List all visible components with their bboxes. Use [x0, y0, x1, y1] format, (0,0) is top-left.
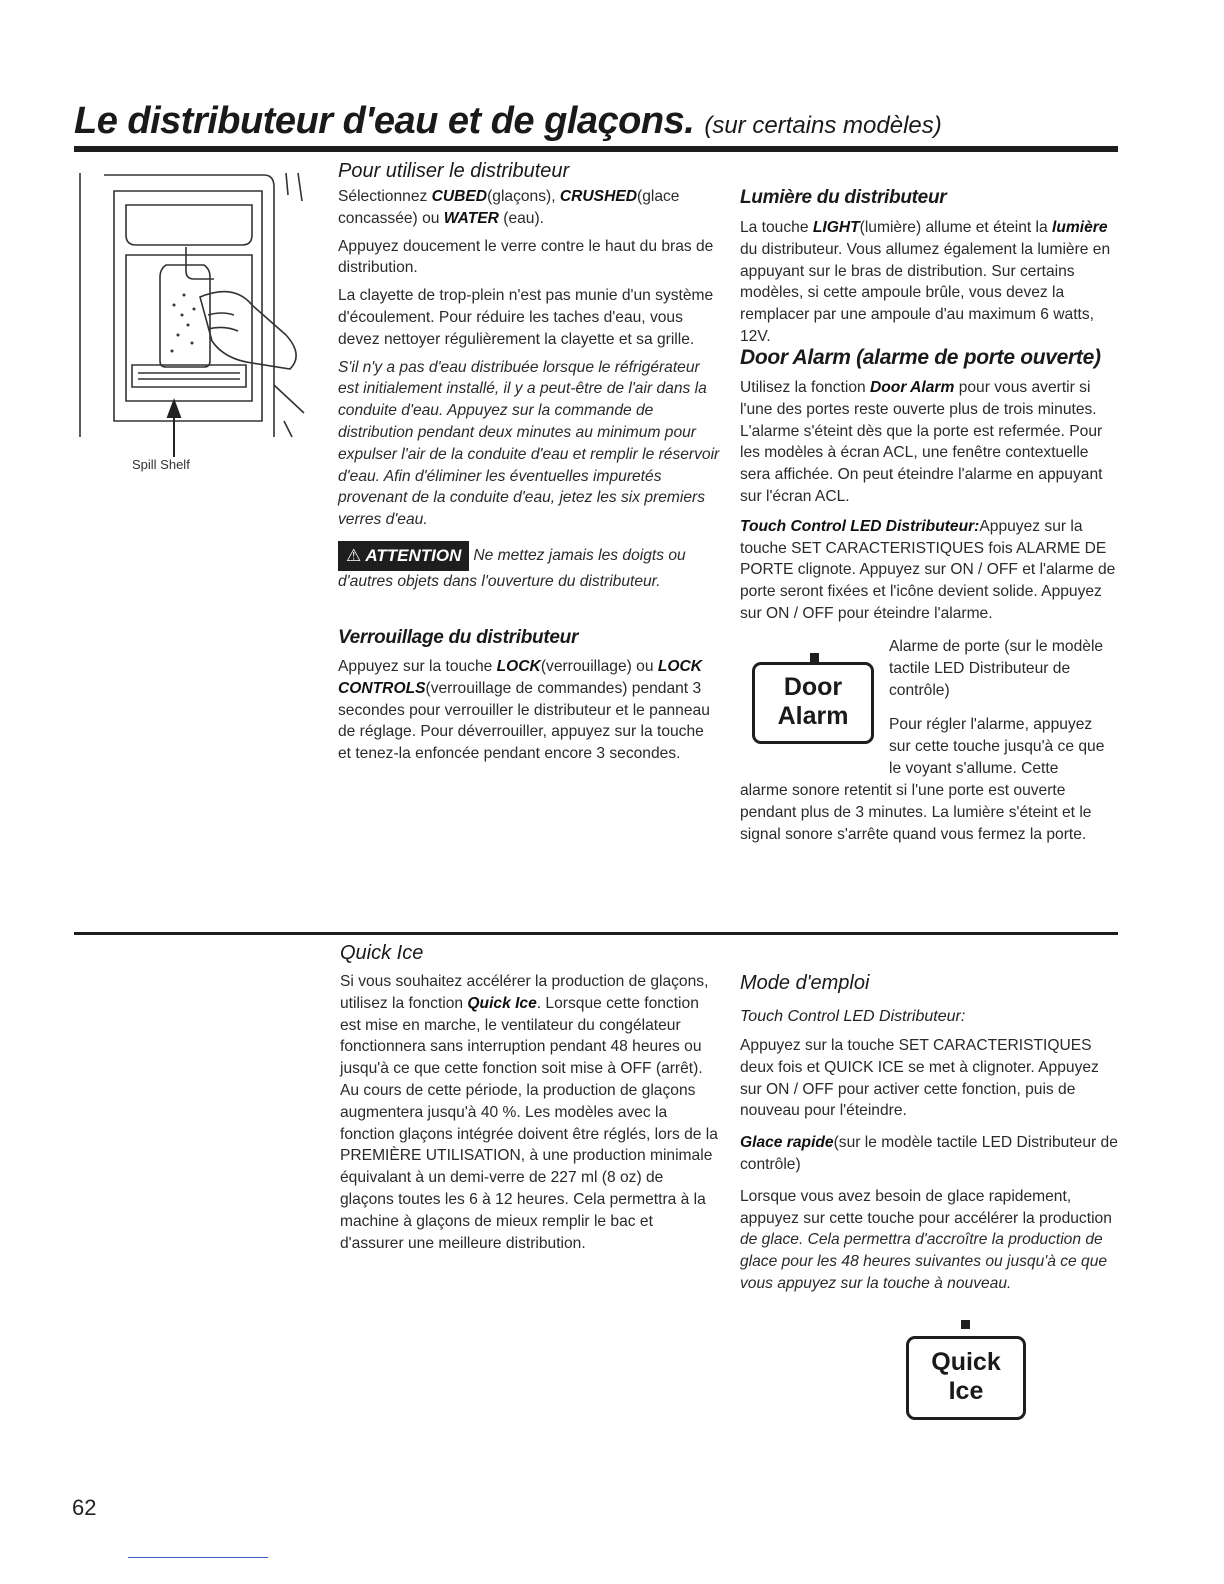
quick-ice-key-line1: Quick — [931, 1348, 1001, 1376]
mode-paragraph-2: Glace rapide(sur le modèle tactile LED Distributeur de contrôle) — [740, 1134, 1118, 1173]
alarm-paragraph-2: Touch Control LED Distributeur:Appuyez sur la touche SET CARACTERISTIQUES fois ALARME DE PORTE clignote. Appuyez sur ON / OFF et l'alarme de porte seront fixées et l'icône devient solide. Appuyez sur ON / OFF pour éteindre l'alarme. — [740, 517, 1116, 622]
door-alarm-indicator — [810, 653, 819, 662]
use-paragraph-2: Appuyez doucement le verre contre le haut du bras de distribution. — [338, 237, 714, 277]
header-rule — [74, 146, 1118, 152]
section-alarm-body — [740, 377, 1116, 631]
mode-paragraph-1: Appuyez sur la touche SET CARACTERISTIQUES deux fois et QUICK ICE se met à clignoter. Appuyez sur ON / OFF pour activer cette fonction, puis de nouveau pour l'éteindre. — [740, 1037, 1099, 1120]
section-heading-light: Lumière du distributeur — [740, 187, 947, 208]
section-rule — [74, 932, 1118, 935]
quick-paragraph-1: Si vous souhaitez accélérer la production de glaçons, utilisez la fonction Quick Ice. Lorsque cette fonction est mise en marche, le ventilateur du congélateur fonctionnera sans interruption pendant 48 heures ou jusqu'à ce que cette fonction soit mise à OFF (arrêt). — [340, 973, 709, 1078]
figure-caption: Spill Shelf — [132, 457, 190, 472]
footer-line — [128, 1557, 268, 1558]
section-heading-use: Pour utiliser le distributeur — [338, 160, 570, 182]
mode-paragraph-3: Lorsque vous avez besoin de glace rapidement, appuyez sur cette touche pour accélérer la production de glace. Cela permettra d'accroître la production de glace pour les 48 heures suivantes ou jusqu'à ce que vous appuyez sur la touche à nouveau. — [740, 1187, 1112, 1292]
use-paragraph-4: S'il n'y a pas d'eau distribuée lorsque le réfrigérateur est initialement installé, il y a peut-être de l'air dans la conduite d'eau. Appuyez sur la commande de distribution pendant deux minutes au minimum pour expulser l'air de la conduite d'eau et remplir le réservoir d'eau. Afin d'éliminer les éventuelles impuretés provenant de la conduite d'eau, jetez les six premiers verres d'eau. — [338, 358, 720, 529]
page-number: 62 — [72, 1495, 97, 1520]
door-alarm-key[interactable] — [752, 662, 874, 744]
page-subtitle: (sur certains modèles) — [704, 112, 942, 139]
door-alarm-key-line2: Alarm — [777, 702, 849, 730]
section-heading-lock: Verrouillage du distributeur — [338, 627, 579, 648]
section-heading-door-alarm: Door Alarm (alarme de porte ouverte) — [740, 346, 1101, 369]
mode-subheading: Touch Control LED Distributeur: — [740, 1008, 966, 1025]
section-mode-body — [740, 1035, 1118, 1301]
door-alarm-key-line1: Door — [783, 673, 843, 701]
section-use-body — [338, 186, 720, 599]
attention-badge: ⚠ ATTENTION — [338, 541, 469, 571]
attention-note: ⚠ ATTENTION Ne mettez jamais les doigts ou d'autres objets dans l'ouverture du distributeur. — [338, 541, 720, 593]
section-lock-body — [338, 656, 720, 771]
page-title-text: Le distributeur d'eau et de glaçons. — [74, 100, 695, 142]
section-quick-body — [340, 971, 718, 1260]
lock-paragraph: Appuyez sur la touche LOCK(verrouillage) ou LOCK CONTROLS(verrouillage de commandes) pendant 3 secondes pour verrouiller le distributeur et le panneau de réglage. Pour déverrouiller, appuyez sur la touche et tenez-la enfoncée pendant encore 3 secondes. — [338, 658, 710, 763]
door-alarm-instructions: Pour régler l'alarme, appuyez sur cette touche jusqu'à ce que le voyant s'allume. Cette — [889, 716, 1105, 777]
light-paragraph: La touche LIGHT(lumière) allume et éteint la lumière du distributeur. Vous allumez également la lumière en appuyant sur le bras de distribution. Sur certains modèles, si cette ampoule brûle, vous devez la remplacer par une ampoule d'au maximum 6 watts, 12V. — [740, 219, 1111, 345]
page-title — [74, 100, 942, 143]
dispenser-illustration — [74, 165, 314, 475]
use-paragraph-3: La clayette de trop-plein n'est pas munie d'un système d'écoulement. Pour réduire les taches d'eau, vous devez nettoyer régulièrement la clayette et sa grille. — [338, 287, 714, 348]
dispenser-drawing — [74, 165, 314, 475]
door-alarm-note: Alarme de porte (sur le modèle tactile LED Distributeur de contrôle) — [889, 638, 1104, 699]
section-heading-quick-ice: Quick Ice — [340, 942, 424, 964]
use-paragraph-1: Sélectionnez CUBED(glaçons), CRUSHED(glace concassée) ou WATER (eau). — [338, 188, 680, 227]
quick-ice-key-line2: Ice — [948, 1377, 984, 1405]
section-light-body — [740, 217, 1116, 354]
section-heading-mode: Mode d'emploi — [740, 972, 870, 994]
alarm-paragraph-1: Utilisez la fonction Door Alarm pour vous avertir si l'une des portes reste ouverte plus de trois minutes. L'alarme s'éteint dès que la porte est refermée. Pour les modèles à écran ACL, une fenêtre contextuelle sera affichée. On peut éteindre l'alarme en appuyant sur l'écran ACL. — [740, 379, 1103, 505]
door-alarm-instructions-cont: alarme sonore retentit si l'une porte est ouverte pendant plus de 3 minutes. La lumière s'éteint et le signal sonore s'arrête quand vous fermez la porte. — [740, 782, 1092, 843]
quick-ice-indicator — [961, 1320, 970, 1329]
quick-ice-key[interactable] — [906, 1336, 1026, 1420]
quick-paragraph-2: Au cours de cette période, la production de glaçons augmentera jusqu'à 40 %. Les modèles avec la fonction glaçons intégrée doivent être réglés, lors de la PREMIÈRE UTILISATION, à une production minimale équivalant à un demi-verre de 227 ml (8 oz) de glaçons toutes les 6 à 12 heures. Cela permettra à la machine à glaçons de mieux remplir le bac et d'assurer une meilleure distribution. — [340, 1081, 718, 1252]
